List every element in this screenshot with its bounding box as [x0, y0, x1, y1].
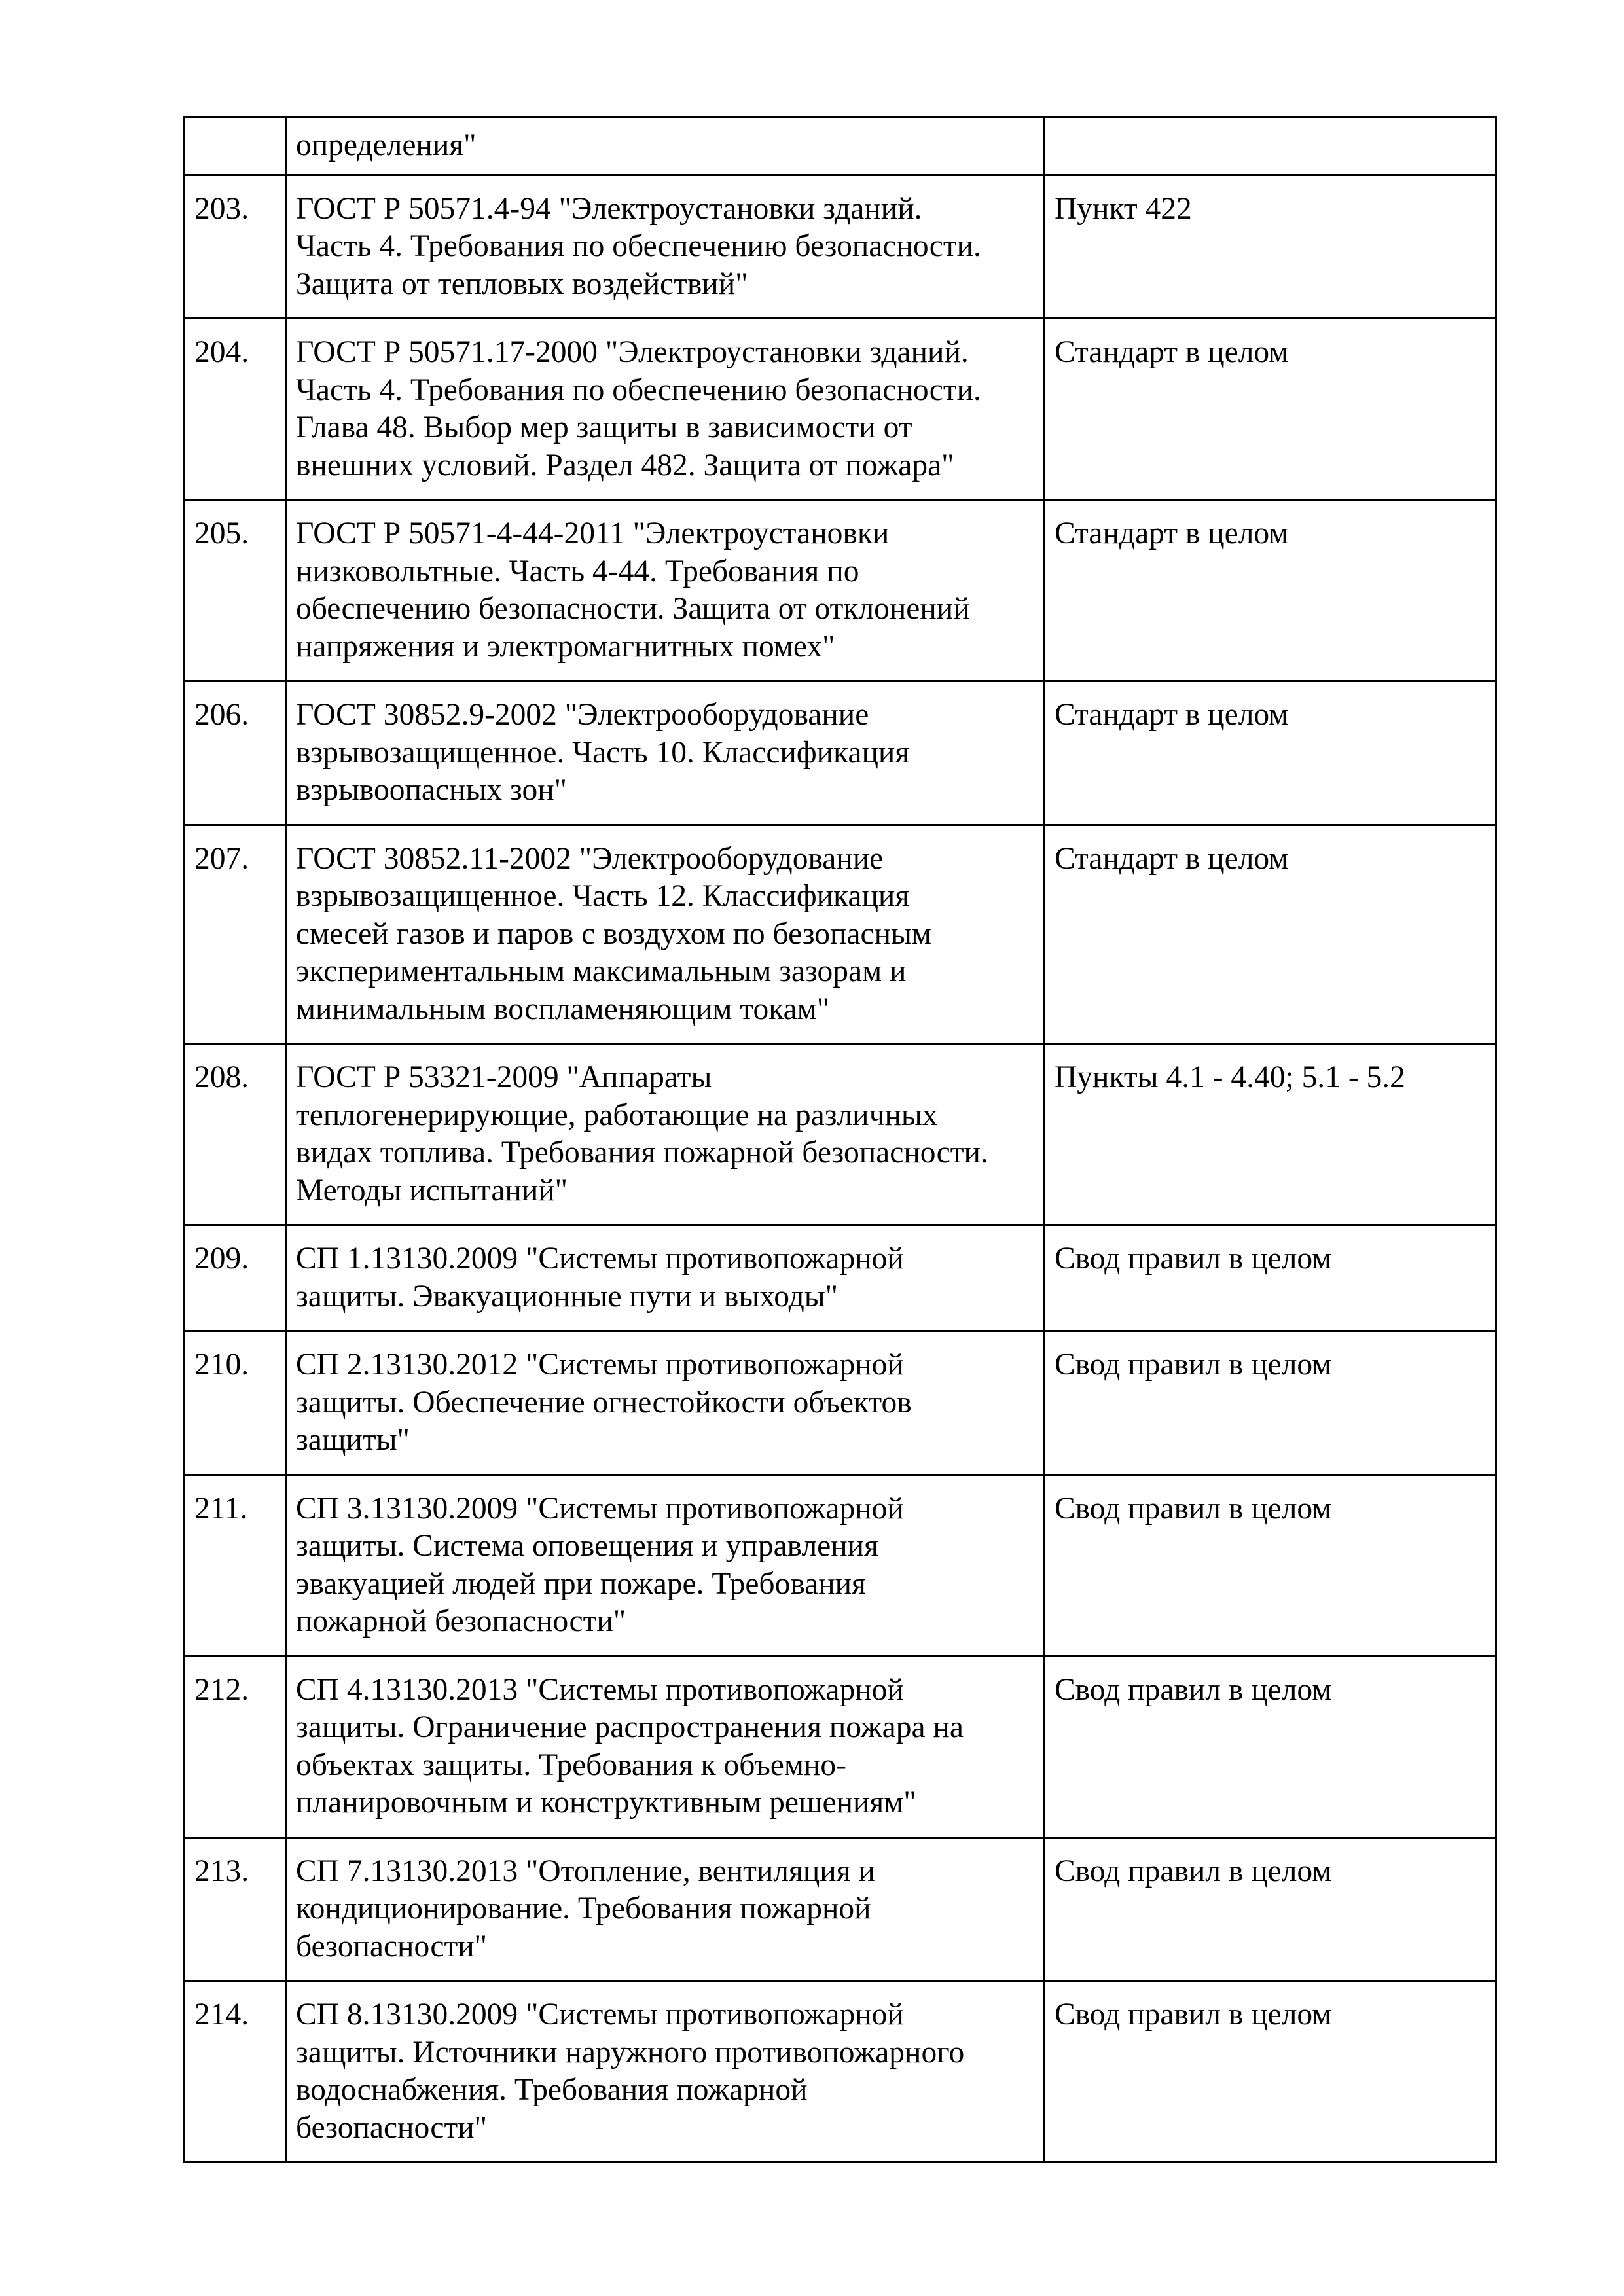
applicable-part: Свод правил в целом — [1045, 1225, 1496, 1331]
table-row — [185, 681, 1496, 825]
document-title: ГОСТ Р 50571-4-44-2011 "Электроустановки низковольтные. Часть 4-44. Требования по обеспечению безопасности. Защита от отклонений напряжения и электромагнитных помех" — [286, 500, 1045, 681]
document-title: ГОСТ Р 50571.4-94 "Электроустановки зданий. Часть 4. Требования по обеспечению безопасности. Защита от тепловых воздействий" — [286, 175, 1045, 319]
table-row — [185, 1044, 1496, 1225]
applicable-part: Свод правил в целом — [1045, 1475, 1496, 1656]
table-row — [185, 825, 1496, 1044]
document-title: ГОСТ 30852.11-2002 "Электрооборудование взрывозащищенное. Часть 12. Классификация смесей газов и паров с воздухом по безопасным экспериментальным максимальным зазорам и минимальным воспламеняющим токам" — [286, 825, 1045, 1044]
table-row-continuation — [185, 117, 1496, 175]
document-title: СП 4.13130.2013 "Системы противопожарной защиты. Ограничение распространения пожара на объектах защиты. Требования к объемно- планировочным и конструктивным решениям" — [286, 1656, 1045, 1837]
table-row — [185, 175, 1496, 319]
document-title: СП 8.13130.2009 "Системы противопожарной защиты. Источники наружного противопожарного водоснабжения. Требования пожарной безопасности" — [286, 1981, 1045, 2162]
document-title: ГОСТ 30852.9-2002 "Электрооборудование взрывозащищенное. Часть 10. Классификация взрывоопасных зон" — [286, 681, 1045, 825]
row-number: 209. — [185, 1225, 286, 1331]
table-row — [185, 319, 1496, 500]
row-number: 203. — [185, 175, 286, 319]
document-title: СП 1.13130.2009 "Системы противопожарной защиты. Эвакуационные пути и выходы" — [286, 1225, 1045, 1331]
document-title: СП 7.13130.2013 "Отопление, вентиляция и кондиционирование. Требования пожарной безопасности" — [286, 1837, 1045, 1981]
table-row — [185, 1475, 1496, 1656]
applicable-part: Стандарт в целом — [1045, 500, 1496, 681]
applicable-part: Свод правил в целом — [1045, 1981, 1496, 2162]
applicable-part: Стандарт в целом — [1045, 681, 1496, 825]
applicable-part: Пункты 4.1 - 4.40; 5.1 - 5.2 — [1045, 1044, 1496, 1225]
table-row — [185, 1981, 1496, 2162]
row-number: 213. — [185, 1837, 286, 1981]
table-row — [185, 500, 1496, 681]
document-title: ГОСТ Р 53321-2009 "Аппараты теплогенерирующие, работающие на различных видах топлива. Требования пожарной безопасности. Методы испытаний" — [286, 1044, 1045, 1225]
document-title: СП 3.13130.2009 "Системы противопожарной защиты. Система оповещения и управления эвакуацией людей при пожаре. Требования пожарной безопасности" — [286, 1475, 1045, 1656]
applicable-part: Пункт 422 — [1045, 175, 1496, 319]
row-number: 205. — [185, 500, 286, 681]
row-number: 207. — [185, 825, 286, 1044]
table-row — [185, 1656, 1496, 1837]
applicable-part: Стандарт в целом — [1045, 825, 1496, 1044]
document-title: СП 2.13130.2012 "Системы противопожарной защиты. Обеспечение огнестойкости объектов защиты" — [286, 1331, 1045, 1475]
applicable-part — [1045, 117, 1496, 175]
document-title: определения" — [286, 117, 1045, 175]
table-row — [185, 1837, 1496, 1981]
row-number: 208. — [185, 1044, 286, 1225]
row-number: 211. — [185, 1475, 286, 1656]
row-number: 214. — [185, 1981, 286, 2162]
row-number: 206. — [185, 681, 286, 825]
table-row — [185, 1225, 1496, 1331]
row-number: 204. — [185, 319, 286, 500]
applicable-part: Стандарт в целом — [1045, 319, 1496, 500]
table-row — [185, 1331, 1496, 1475]
standards-table — [183, 116, 1497, 2163]
document-title: ГОСТ Р 50571.17-2000 "Электроустановки зданий. Часть 4. Требования по обеспечению безопасности. Глава 48. Выбор мер защиты в зависимости от внешних условий. Раздел 482. Защита от пожара" — [286, 319, 1045, 500]
applicable-part: Свод правил в целом — [1045, 1656, 1496, 1837]
applicable-part: Свод правил в целом — [1045, 1837, 1496, 1981]
row-number: 210. — [185, 1331, 286, 1475]
row-number: 212. — [185, 1656, 286, 1837]
row-number — [185, 117, 286, 175]
applicable-part: Свод правил в целом — [1045, 1331, 1496, 1475]
